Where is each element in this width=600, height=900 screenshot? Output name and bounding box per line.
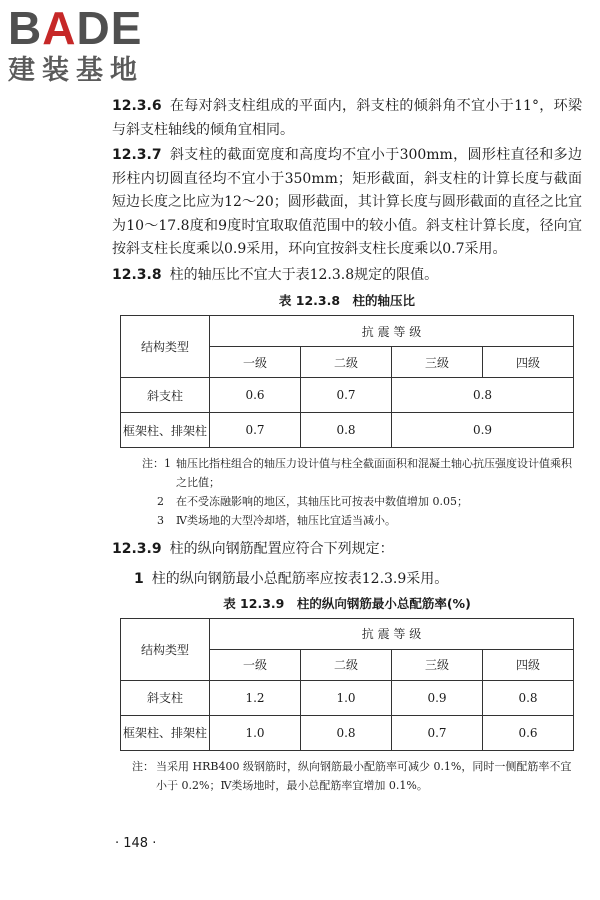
table-12-3-8-caption: 表 12.3.8 柱的轴压比 [278, 293, 416, 308]
header-structure-type: 结构类型 [121, 618, 210, 680]
page-content [112, 95, 582, 795]
header-level-3: 三级 [392, 649, 483, 680]
table-12-3-9-note [132, 757, 582, 795]
clause-12-3-7: 12.3.7 斜支柱的截面宽度和高度均不宜小于300mm，圆形柱直径和多边形柱内切圆直径均不宜小于350mm；矩形截面，斜支柱的计算长度与截面短边长度之比应为12～20；圆形截面，其计算长度与圆形截面的直径之比宜为10～17.8度和9度时宜取取值范围中的较小值。斜支柱计算长度，径向宜按斜支柱长度乘以0.9采用，环向宜按斜支柱长度乘以0.7采用。 [112, 147, 582, 257]
cell: 1.2 [210, 680, 301, 715]
row-type: 斜支柱 [121, 378, 210, 413]
cell: 0.6 [483, 715, 574, 750]
cell: 0.8 [301, 715, 392, 750]
header-seismic-grade: 抗 震 等 级 [210, 316, 574, 347]
note-item: 3 Ⅳ类场地的大型冷却塔，轴压比宜适当减小。 [157, 514, 396, 527]
logo [8, 4, 178, 90]
table-row [121, 378, 574, 413]
table-row [121, 680, 574, 715]
cell: 0.7 [210, 413, 301, 448]
header-level-1: 一级 [210, 347, 301, 378]
cell: 1.0 [210, 715, 301, 750]
logo-subtitle: 建装基地 [8, 55, 144, 86]
page-number: · 148 · [115, 836, 157, 851]
cell: 0.6 [210, 378, 301, 413]
row-type: 斜支柱 [121, 680, 210, 715]
clause-12-3-6: 12.3.6 在每对斜支柱组成的平面内，斜支柱的倾斜角不宜小于11°，环梁与斜支柱轴线的倾角宜相同。 [112, 98, 582, 138]
row-type: 框架柱、排架柱 [121, 715, 210, 750]
table-row [121, 715, 574, 750]
note-item: 注：1 轴压比指柱组合的轴压力设计值与柱全截面面积和混凝土轴心抗压强度设计值乘积之比值； [142, 457, 572, 489]
cell: 0.7 [392, 715, 483, 750]
cell: 0.9 [392, 413, 574, 448]
header-seismic-grade: 抗 震 等 级 [210, 618, 574, 649]
cell: 0.7 [301, 378, 392, 413]
table-12-3-9-caption: 表 12.3.9 柱的纵向钢筋最小总配筋率(%) [223, 595, 471, 611]
table-12-3-8 [120, 315, 574, 448]
header-level-4: 四级 [483, 649, 574, 680]
cell: 0.9 [392, 680, 483, 715]
table-row [121, 413, 574, 448]
logo-wordmark: BADE [8, 2, 143, 54]
cell: 0.8 [301, 413, 392, 448]
clause-12-3-9: 12.3.9 柱的纵向钢筋配置应符合下列规定： [112, 541, 394, 557]
cell: 1.0 [301, 680, 392, 715]
header-level-2: 二级 [301, 649, 392, 680]
cell: 0.8 [483, 680, 574, 715]
header-level-2: 二级 [301, 347, 392, 378]
clause-12-3-9-item-1: 1 柱的纵向钢筋最小总配筋率应按表12.3.9采用。 [134, 570, 449, 587]
header-level-3: 三级 [392, 347, 483, 378]
cell: 0.8 [392, 378, 574, 413]
clause-12-3-8: 12.3.8 柱的轴压比不宜大于表12.3.8规定的限值。 [112, 266, 439, 283]
header-level-1: 一级 [210, 649, 301, 680]
header-structure-type: 结构类型 [121, 316, 210, 378]
note-item: 2 在不受冻融影响的地区，其轴压比可按表中数值增加 0.05； [157, 495, 468, 508]
row-type: 框架柱、排架柱 [121, 413, 210, 448]
note-item: 注： 当采用 HRB400 级钢筋时，纵向钢筋最小配筋率可减少 0.1%，同时一侧配筋率不宜小于 0.2%；Ⅳ类场地时，最小总配筋率宜增加 0.1%。 [132, 759, 572, 792]
table-12-3-9 [120, 618, 574, 751]
table-12-3-8-notes [142, 454, 582, 530]
header-level-4: 四级 [483, 347, 574, 378]
